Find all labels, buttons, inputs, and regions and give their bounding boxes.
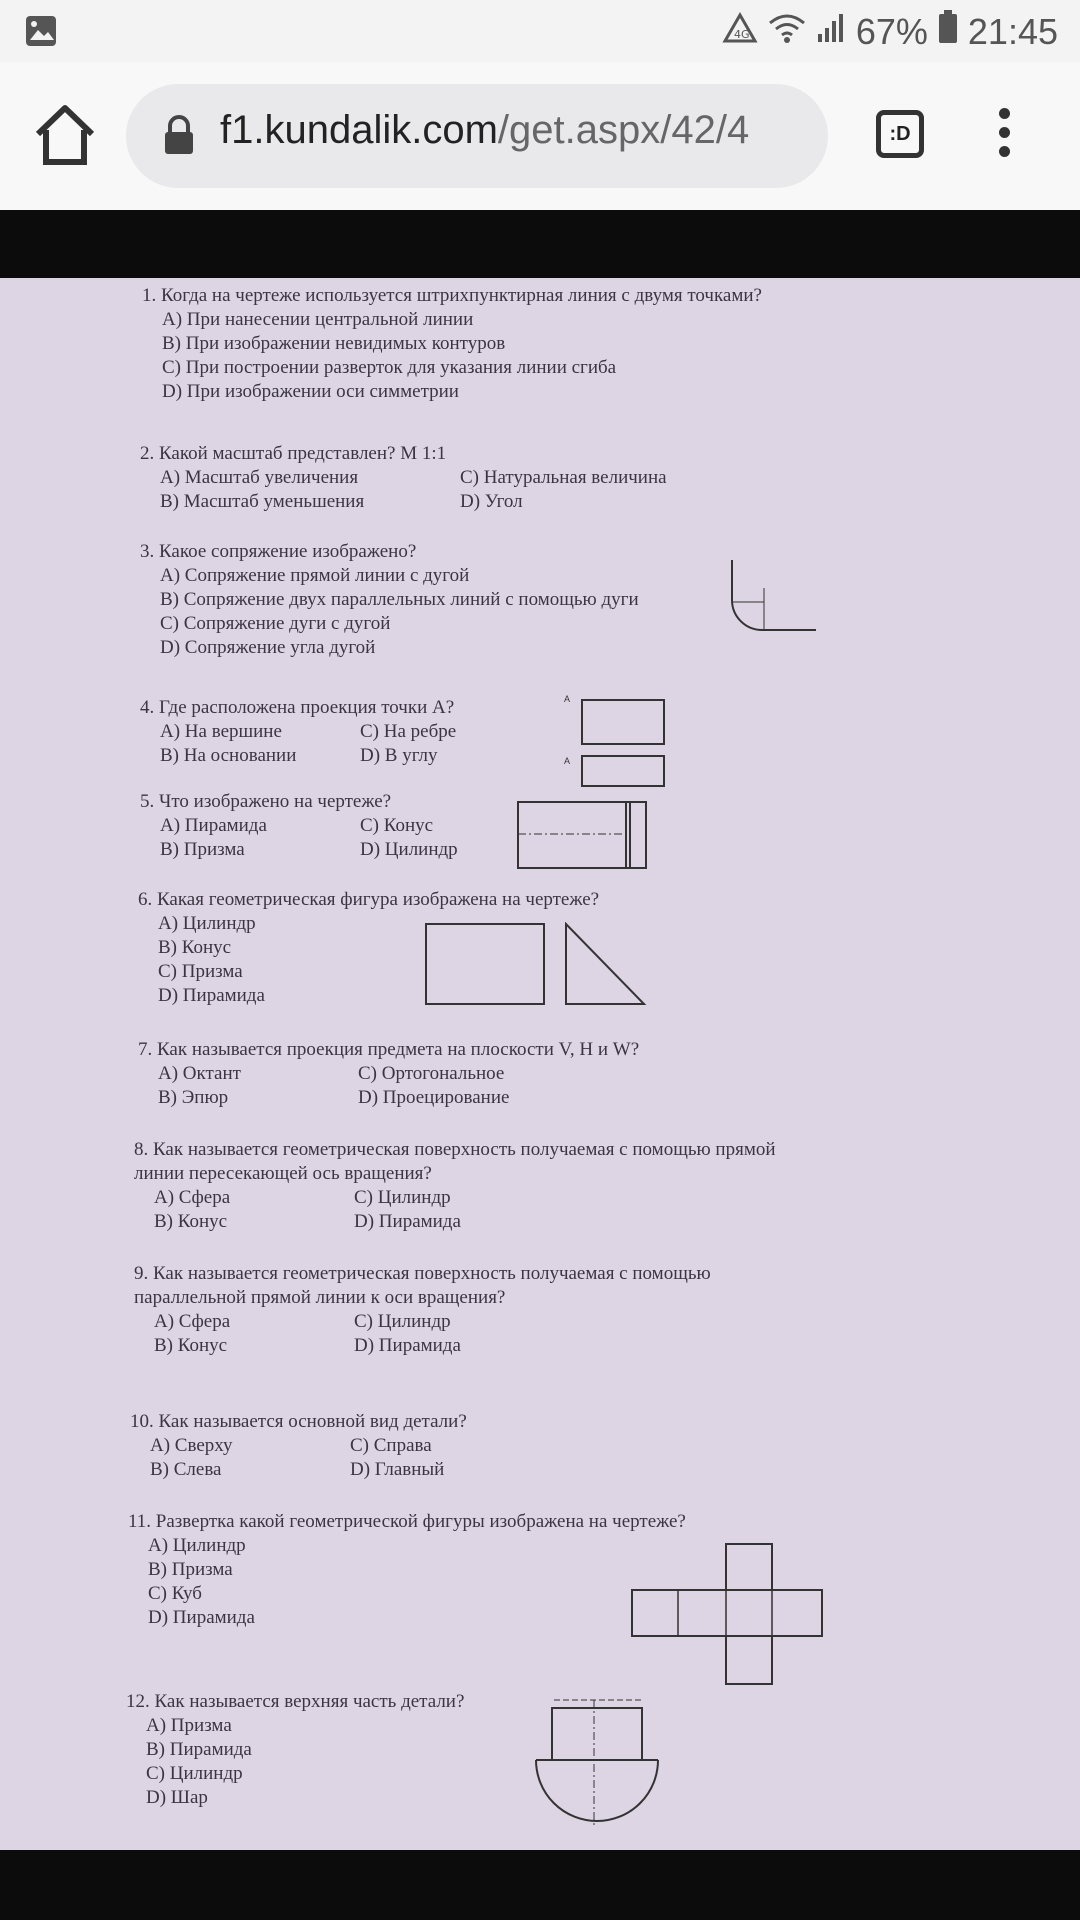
question-2 [140, 442, 667, 514]
option-a: А) Сфера [154, 1311, 231, 1332]
option-d: D) Пирамида [148, 1607, 255, 1628]
document-viewer[interactable] [0, 210, 1080, 1920]
option-a: А) Октант [158, 1063, 241, 1084]
option-a: А) Цилиндр [158, 913, 256, 934]
scanned-test-page [0, 278, 1080, 1850]
question-text: 10. Как называется основной вид детали? [130, 1411, 467, 1432]
url-domain: f1.kundalik.com [220, 108, 498, 152]
lock-icon [162, 114, 196, 156]
question-text: 2. Какой масштаб представлен? М 1:1 [140, 443, 447, 464]
option-a: А) Сфера [154, 1187, 231, 1208]
battery-percent: 67% [855, 10, 928, 52]
url-text[interactable] [220, 108, 749, 153]
option-b: В) Масштаб уменьшения [160, 491, 365, 512]
option-a: А) Пирамида [160, 815, 267, 836]
question-text: 12. Как называется верхняя часть детали? [126, 1691, 465, 1712]
option-c: С) Цилиндр [354, 1311, 451, 1332]
option-d: D) Главный [350, 1459, 445, 1480]
question-9 [134, 1262, 711, 1358]
home-icon [30, 100, 100, 170]
option-d: D) При изображении оси симметрии [162, 381, 459, 402]
option-a: А) Цилиндр [148, 1535, 246, 1556]
option-d: D) Сопряжение угла дугой [160, 637, 376, 658]
dot-icon [999, 127, 1010, 138]
point-a-label: A [564, 756, 571, 766]
question-text: 5. Что изображено на чертеже? [140, 791, 392, 812]
option-c: С) Ортогональное [358, 1063, 505, 1084]
option-d: D) Цилиндр [360, 839, 458, 860]
pyramid-drawing [424, 922, 650, 1008]
more-menu-button[interactable] [994, 108, 1014, 164]
option-c: С) Призма [158, 961, 243, 982]
option-a: А) Сопряжение прямой линии с дугой [160, 565, 470, 586]
cube-net-drawing [630, 1542, 826, 1688]
question-3 [140, 540, 639, 660]
question-5 [140, 790, 458, 862]
option-b: В) Конус [154, 1335, 228, 1356]
question-text-line-2: параллельной прямой линии к оси вращения? [134, 1287, 506, 1308]
home-button[interactable] [30, 100, 100, 170]
option-b: В) Эпюр [158, 1087, 229, 1108]
question-1 [142, 284, 762, 404]
option-c: С) Справа [350, 1435, 432, 1456]
option-b: В) На основании [160, 745, 297, 766]
question-text: 8. Как называется геометрическая поверхность получаемая с помощью прямой [134, 1139, 776, 1160]
option-c: С) Сопряжение дуги с дугой [160, 613, 391, 634]
option-c: С) Конус [360, 815, 434, 836]
option-c: С) Цилиндр [146, 1763, 243, 1784]
image-icon [24, 14, 58, 53]
browser-toolbar [0, 62, 1080, 210]
option-a: А) Призма [146, 1715, 232, 1736]
question-8 [134, 1138, 776, 1234]
svg-text:4G: 4G [733, 27, 750, 41]
option-c: С) Цилиндр [354, 1187, 451, 1208]
option-b: В) Призма [160, 839, 245, 860]
data-saver-icon [722, 11, 758, 53]
question-text: 7. Как называется проекция предмета на плоскости V, Н и W? [138, 1039, 640, 1060]
question-text: 9. Как называется геометрическая поверхность получаемая с помощью [134, 1263, 711, 1284]
option-b: В) Пирамида [146, 1739, 252, 1760]
option-c: С) На ребре [360, 721, 457, 742]
clock: 21:45 [967, 10, 1058, 52]
question-11 [128, 1510, 686, 1630]
question-text: 11. Развертка какой геометрической фигуры изображена на чертеже? [128, 1511, 686, 1532]
question-text: 3. Какое сопряжение изображено? [140, 541, 417, 562]
part-drawing [534, 1694, 664, 1830]
battery-icon [938, 10, 958, 53]
option-d: D) Шар [146, 1787, 208, 1808]
point-projection-drawing [560, 688, 670, 788]
option-d: D) Проецирование [358, 1087, 510, 1108]
cylinder-drawing [516, 800, 652, 872]
option-d: D) Пирамида [158, 985, 265, 1006]
option-a: А) Сверху [150, 1435, 233, 1456]
option-a: А) Масштаб увеличения [160, 467, 359, 488]
question-10 [130, 1410, 467, 1482]
address-bar[interactable] [126, 84, 828, 188]
option-c: С) Натуральная величина [460, 467, 667, 488]
fillet-drawing [720, 558, 820, 658]
status-bar [0, 0, 1080, 62]
url-path: /get.aspx/42/4 [497, 108, 750, 152]
option-b: В) Призма [148, 1559, 233, 1580]
option-d: D) Пирамида [354, 1211, 461, 1232]
question-text-line-2: линии пересекающей ось вращения? [134, 1163, 432, 1184]
question-7 [138, 1038, 639, 1110]
wifi-icon [768, 11, 806, 53]
question-text: 1. Когда на чертеже используется штрихпунктирная линия с двумя точками? [142, 285, 762, 306]
option-b: В) Конус [154, 1211, 228, 1232]
dot-icon [999, 146, 1010, 157]
option-a: А) При нанесении центральной линии [162, 309, 474, 330]
option-d: D) В углу [360, 745, 438, 766]
option-c: С) При построении разверток для указания линии сгиба [162, 357, 617, 378]
option-b: В) Конус [158, 937, 232, 958]
point-a-label: A [564, 694, 571, 704]
option-b: В) При изображении невидимых контуров [162, 333, 506, 354]
option-a: А) На вершине [160, 721, 282, 742]
signal-icon [816, 11, 846, 53]
question-text: 6. Какая геометрическая фигура изображена на чертеже? [138, 889, 600, 910]
tab-switcher-button[interactable]: :D [876, 110, 924, 158]
option-c: С) Куб [148, 1583, 202, 1604]
question-12 [126, 1690, 464, 1810]
option-d: D) Угол [460, 491, 523, 512]
option-d: D) Пирамида [354, 1335, 461, 1356]
dot-icon [999, 108, 1010, 119]
option-b: В) Слева [150, 1459, 222, 1480]
question-text: 4. Где расположена проекция точки А? [140, 697, 455, 718]
option-b: В) Сопряжение двух параллельных линий с помощью дуги [160, 589, 639, 610]
question-4 [140, 696, 456, 768]
